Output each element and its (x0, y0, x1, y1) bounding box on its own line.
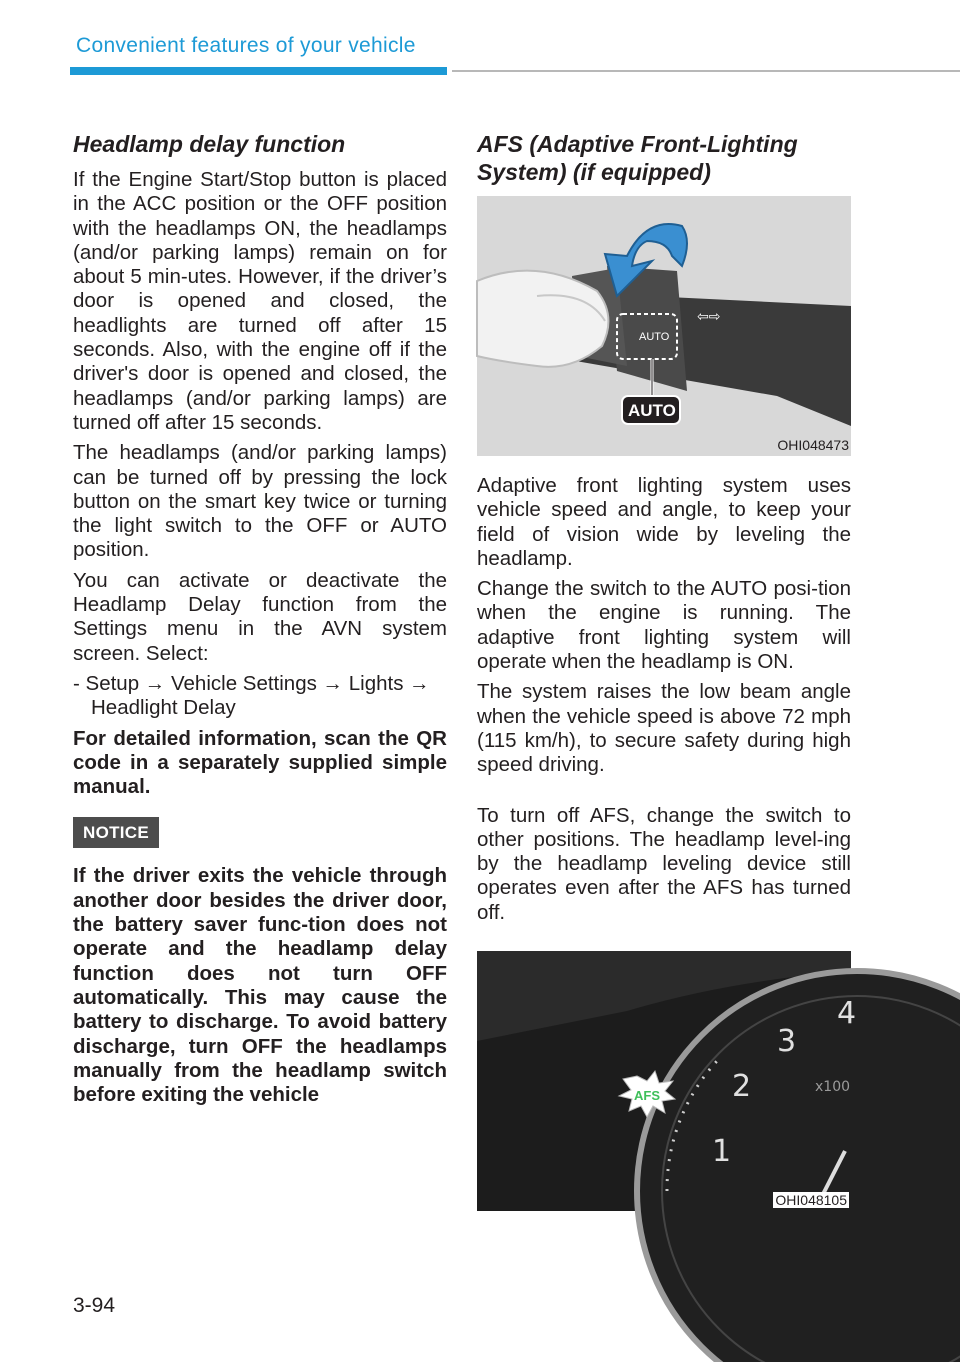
settings-path: - Setup → Vehicle Settings → Lights → Headlight Delay (73, 671, 430, 720)
afs-switch-figure (477, 196, 851, 456)
instrument-cluster-illustration (477, 951, 857, 1211)
headlamp-delay-paragraph-2: The headlamps (and/or parking lamps) can be turned off by pressing the lock button on the smart key twice or turning the light switch to the OFF or AUTO position. (73, 441, 447, 562)
light-switch-illustration (477, 196, 851, 456)
notice-text: If the driver exits the vehicle through another door besides the driver door, the battery saver func-tion does not operate and the headlamp delay function does not turn OFF automatically. This may cause the battery to discharge. To avoid battery discharge, turn OFF the headlamps manually from the headlamp switch before exiting the vehicle (73, 864, 447, 1107)
header-rule (452, 70, 960, 72)
gauge-unit: x100 (815, 1079, 851, 1096)
headlamp-delay-paragraph-3: You can activate or deactivate the Headlamp Delay function from the Settings menu in the AVN system screen. Select: (73, 568, 447, 665)
gauge-number-4: 4 (837, 996, 857, 1032)
page-number: 3-94 (73, 1294, 116, 1317)
afs-paragraph-4: To turn off AFS, change the switch to other positions. The headlamp level-ing by the headlamp leveling device still operates even after the AFS has turned off. (477, 803, 851, 924)
svg-text:⇦⇨: ⇦⇨ (697, 309, 721, 325)
headlamp-delay-paragraph-1: If the Engine Start/Stop button is placed in the ACC position or the OFF position with the headlamps ON, the headlamps (and/or parking lamps) remain on for about 5 min-utes. However, if the driver’s door is opened and closed, the headlights are turned off after 15 seconds. Also, with the engine off if the driver's door is opened and closed, the headlamps (and/or parking lamps) are turned off after 15 seconds. (73, 168, 447, 434)
afs-indicator-figure (477, 951, 857, 1211)
gauge-number-2: 2 (732, 1069, 752, 1105)
gauge-number-1: 1 (712, 1134, 732, 1170)
figure-code-2: OHI048105 (775, 1192, 847, 1209)
figure-code-1: OHI048473 (777, 437, 849, 453)
switch-auto-label: AUTO (639, 331, 670, 343)
notice-badge: NOTICE (73, 817, 159, 848)
auto-callout: AUTO (628, 401, 676, 420)
headlamp-delay-heading: Headlamp delay function (73, 131, 346, 157)
left-column (73, 130, 447, 1113)
gauge-number-3: 3 (777, 1024, 797, 1060)
afs-paragraph-1: Adaptive front lighting system uses vehicle speed and angle, to keep your field of vision wide by leveling the headlamp. (477, 474, 851, 570)
right-column (477, 130, 857, 1229)
afs-paragraph-3: The system raises the low beam angle when the vehicle speed is above 72 mph (115 km/h), to secure safety during high speed driving. (477, 680, 851, 777)
section-header-title: Convenient features of your vehicle (76, 34, 416, 57)
qr-code-note: For detailed information, scan the QR code in a separately supplied simple manual. (73, 726, 447, 799)
header-accent-bar (70, 67, 447, 75)
afs-paragraph-2: Change the switch to the AUTO posi-tion when the engine is running. The adaptive front lighting system will operate when the headlamp is ON. (477, 577, 851, 674)
afs-heading: AFS (Adaptive Front-Lighting System) (if equipped) (477, 131, 798, 185)
afs-indicator-badge: AFS (634, 1088, 660, 1104)
